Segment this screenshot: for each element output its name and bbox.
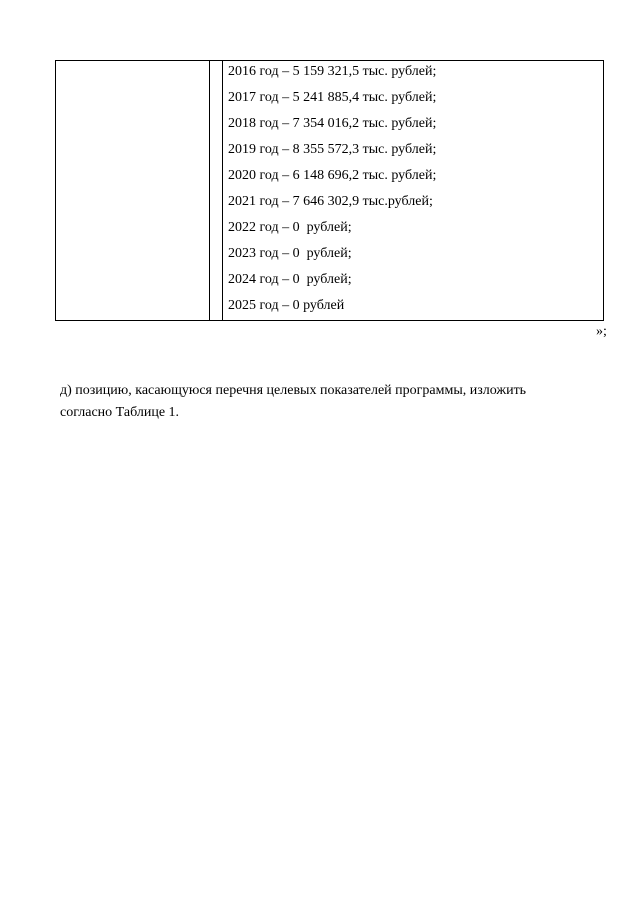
- funding-row-2025: 2025 год – 0 рублей: [228, 298, 345, 313]
- funding-row-2017: 2017 год – 5 241 885,4 тыс. рублей;: [228, 90, 437, 105]
- amendment-paragraph: [60, 380, 600, 424]
- funding-row-2019: 2019 год – 8 355 572,3 тыс. рублей;: [228, 142, 437, 157]
- funding-row-2023: 2023 год – 0 рублей;: [228, 246, 352, 261]
- funding-row-2024: 2024 год – 0 рублей;: [228, 272, 352, 287]
- column-divider: [209, 61, 210, 320]
- funding-table: [55, 60, 604, 321]
- table-right-cell: [223, 61, 603, 320]
- funding-row-2020: 2020 год – 6 148 696,2 тыс. рублей;: [228, 168, 437, 183]
- closing-quote-mark: »;: [596, 324, 607, 339]
- funding-row-2016: 2016 год – 5 159 321,5 тыс. рублей;: [228, 64, 437, 79]
- funding-row-2018: 2018 год – 7 354 016,2 тыс. рублей;: [228, 116, 437, 131]
- paragraph-line: согласно Таблице 1.: [60, 405, 180, 420]
- table-left-cell: [56, 61, 209, 320]
- paragraph-line: д) позицию, касающуюся перечня целевых показателей программы, изложить: [60, 383, 527, 398]
- funding-row-2022: 2022 год – 0 рублей;: [228, 220, 352, 235]
- funding-row-2021: 2021 год – 7 646 302,9 тыс.рублей;: [228, 194, 433, 209]
- table-middle-cell: [209, 61, 222, 320]
